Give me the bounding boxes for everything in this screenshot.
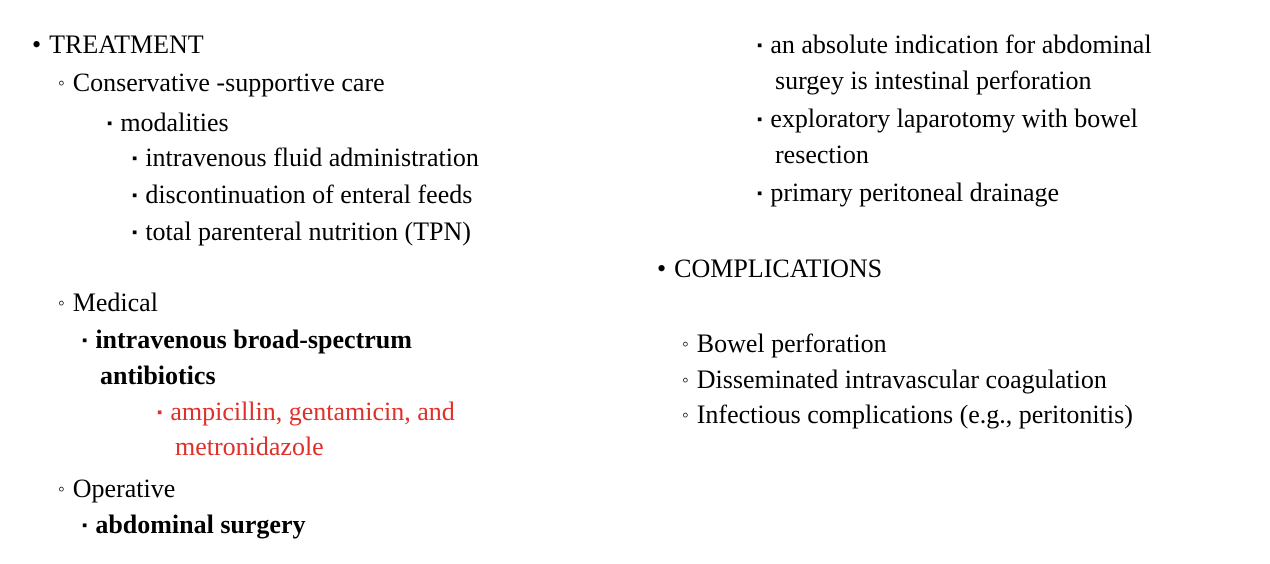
complications-heading bbox=[657, 254, 882, 284]
complications-heading-text: COMPLICATIONS bbox=[674, 254, 883, 283]
circle-marker: ◦ bbox=[58, 293, 65, 314]
square-marker: ▪ bbox=[157, 405, 163, 421]
complication-item bbox=[682, 400, 1133, 431]
square-marker: ▪ bbox=[132, 225, 138, 241]
square-marker: ▪ bbox=[82, 518, 88, 534]
circle-marker: ◦ bbox=[682, 370, 689, 391]
conservative-care-text: Conservative -supportive care bbox=[72, 68, 385, 97]
peritoneal-drainage-item bbox=[757, 178, 1059, 209]
laparotomy-text-line2: resection bbox=[775, 140, 869, 169]
surgery-indication-item bbox=[757, 30, 1152, 61]
modality-item bbox=[132, 143, 479, 174]
square-marker: ▪ bbox=[757, 112, 763, 128]
laparotomy-item bbox=[757, 104, 1138, 135]
modality-text: total parenteral nutrition (TPN) bbox=[145, 217, 471, 246]
circle-marker: ◦ bbox=[58, 73, 65, 94]
antibiotic-drugs-text-line2: metronidazole bbox=[175, 432, 324, 461]
modalities-text: modalities bbox=[120, 108, 229, 137]
surgery-indication-text-line1: an absolute indication for abdominal bbox=[770, 30, 1152, 59]
circle-marker: ◦ bbox=[682, 405, 689, 426]
circle-marker: ◦ bbox=[58, 479, 65, 500]
antibiotics-text-line2: antibiotics bbox=[100, 361, 216, 390]
conservative-care-item bbox=[58, 68, 385, 99]
antibiotic-drugs-item bbox=[157, 397, 455, 428]
modality-item bbox=[132, 180, 472, 211]
medical-text: Medical bbox=[72, 288, 158, 317]
medical-item bbox=[58, 288, 158, 319]
square-marker: ▪ bbox=[82, 333, 88, 349]
square-marker: ▪ bbox=[757, 38, 763, 54]
modality-item bbox=[132, 217, 471, 248]
peritoneal-drainage-text: primary peritoneal drainage bbox=[770, 178, 1060, 207]
complication-text: Disseminated intravascular coagulation bbox=[696, 365, 1107, 394]
modality-text: intravenous fluid administration bbox=[145, 143, 479, 172]
square-marker: ▪ bbox=[132, 151, 138, 167]
surgery-indication-text-line2: surgey is intestinal perforation bbox=[775, 66, 1092, 95]
square-marker: ▪ bbox=[132, 188, 138, 204]
antibiotics-text-line1: intravenous broad-spectrum bbox=[95, 325, 412, 354]
treatment-heading-text: TREATMENT bbox=[49, 30, 204, 59]
operative-text: Operative bbox=[72, 474, 176, 503]
complication-text: Bowel perforation bbox=[696, 329, 887, 358]
abdominal-surgery-item bbox=[82, 510, 306, 541]
treatment-heading bbox=[32, 30, 204, 60]
complication-text: Infectious complications (e.g., peritonitis) bbox=[696, 400, 1133, 429]
abdominal-surgery-text: abdominal surgery bbox=[95, 510, 306, 539]
complication-item bbox=[682, 329, 887, 360]
square-marker: ▪ bbox=[757, 186, 763, 202]
complication-item bbox=[682, 365, 1107, 396]
circle-marker: ◦ bbox=[682, 334, 689, 355]
modalities-item bbox=[107, 108, 229, 139]
bullet-marker: • bbox=[657, 254, 667, 283]
laparotomy-text-line1: exploratory laparotomy with bowel bbox=[770, 104, 1138, 133]
operative-item bbox=[58, 474, 175, 505]
square-marker: ▪ bbox=[107, 116, 113, 132]
bullet-marker: • bbox=[32, 30, 42, 59]
antibiotics-item bbox=[82, 325, 412, 356]
antibiotic-drugs-text-line1: ampicillin, gentamicin, and bbox=[170, 397, 455, 426]
modality-text: discontinuation of enteral feeds bbox=[145, 180, 473, 209]
